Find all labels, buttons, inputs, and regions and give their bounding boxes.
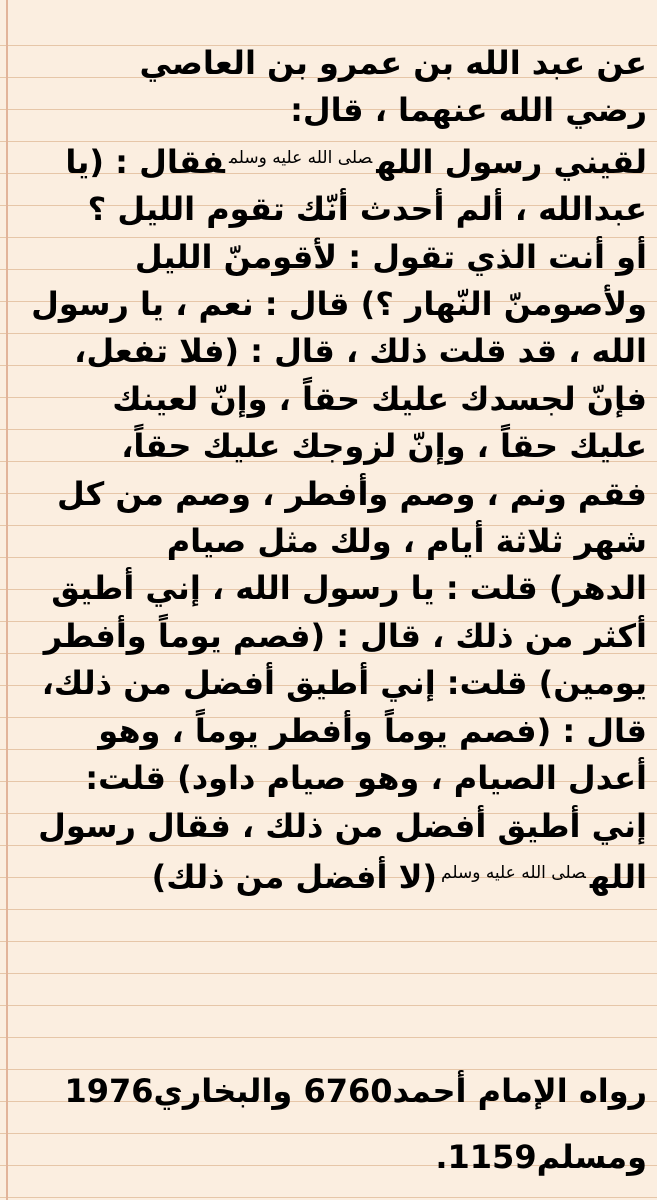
source-line: رواه الإمام أحمد6760 والبخاري1976 [64,1072,647,1110]
hadith-line-part: لقيني رسول الله [376,142,647,181]
hadith-line: عليك حقاً ، وإنّ لزوجك عليك حقاً، [121,427,647,466]
hadith-line: عن عبد الله بن عمرو بن العاصي [139,44,647,82]
hadith-line: عبدالله ، ألم أحدث أنّك تقوم الليل ؟ [87,190,647,229]
hadith-line: أكثر من ذلك ، قال : (فصم يوماً وأفطر [43,616,647,655]
hadith-line: الدهر) قلت : يا رسول الله ، إني أطيق [51,569,647,608]
hadith-line: ولأصومنّ النّهار ؟) قال : نعم ، يا رسول [31,285,647,324]
hadith-line: إني أطيق أفضل من ذلك ، فقال رسول [38,806,647,845]
hadith-page [10,40,647,901]
hadith-source [10,1058,647,1190]
hadith-line-part: فقال : (يا [65,142,225,181]
salawat-glyph: صلى الله عليه وسلم [228,147,373,168]
hadith-line: شهر ثلاثة أيام ، ولك مثل صيام [166,522,647,561]
hadith-line [10,135,647,186]
source-line: ومسلم1159. [435,1138,647,1176]
hadith-line: فإنّ لجسدك عليك حقاً ، وإنّ لعينك [112,379,647,418]
hadith-line: قال : (فصم يوماً وأفطر يوماً ، وهو [98,711,647,750]
hadith-line: الله ، قد قلت ذلك ، قال : (فلا تفعل، [74,332,647,371]
hadith-line: يومين) قلت: إني أطيق أفضل من ذلك، [41,664,647,703]
hadith-line: رضي الله عنهما ، قال: [290,91,647,130]
hadith-line-part: (لا أفضل من ذلك) [151,857,438,896]
hadith-line: فقم ونم ، وصم وأفطر ، وصم من كل [57,474,647,513]
hadith-line: أو أنت الذي تقول : لأقومنّ الليل [134,237,647,276]
hadith-line-part: الله [589,857,647,896]
hadith-text [10,40,647,901]
salawat-glyph: صلى الله عليه وسلم [441,862,586,883]
notebook-margin-line [6,0,8,1200]
hadith-line: أعدل الصيام ، وهو صيام داود) قلت: [85,759,647,798]
hadith-line [10,850,647,901]
